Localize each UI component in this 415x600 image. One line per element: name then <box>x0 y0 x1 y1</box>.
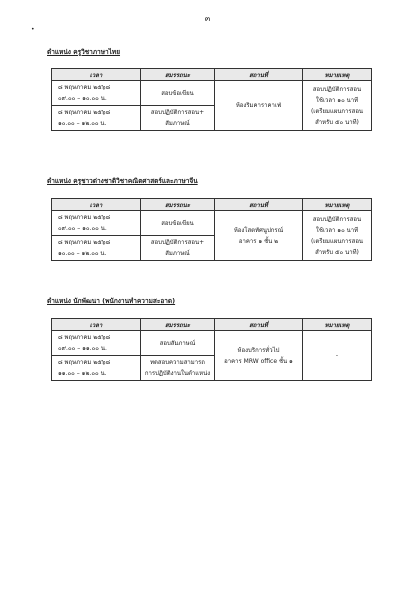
schedule-table <box>51 68 372 131</box>
header-competency: สมรรถนะ <box>141 69 215 81</box>
competency-cell: สอบข้อเขียน <box>141 81 215 106</box>
time-cell <box>52 356 141 381</box>
bullet-mark: • <box>31 26 35 33</box>
exam-date: ๘ พฤษภาคม ๒๕๖๘ <box>58 239 111 246</box>
competency-line: สัมภาษณ์ <box>165 250 190 257</box>
schedule-table <box>51 198 372 261</box>
competency-line: ทดสอบความสามารถ <box>150 359 205 366</box>
competency-line: การปฏิบัติงานในตำแหน่ง <box>144 370 211 377</box>
place-text: อาคาร ๑ ชั้น ๒ <box>238 237 279 245</box>
place-cell <box>215 211 303 261</box>
header-place: สถานที่ <box>215 199 303 211</box>
exam-date: ๘ พฤษภาคม ๒๕๖๘ <box>58 334 111 341</box>
place-cell <box>215 81 303 131</box>
header-competency: สมรรถนะ <box>141 199 215 211</box>
competency-line: สอบปฏิบัติการสอน+ <box>150 239 205 246</box>
competency-cell: สอบสัมภาษณ์ <box>141 331 215 356</box>
section-heading: ตำแหน่ง ครูวิชาภาษาไทย <box>47 48 121 56</box>
time-cell <box>52 106 141 131</box>
exam-time: ๑๐.๐๐ – ๑๒.๐๐ น. <box>58 250 107 257</box>
note-line: ใช้เวลา ๑๐ นาที <box>315 226 359 234</box>
note-cell <box>303 81 372 131</box>
exam-time: ๐๙.๐๐ – ๑๑.๐๐ น. <box>58 345 107 352</box>
table-row <box>52 211 372 236</box>
note-cell <box>303 331 372 381</box>
time-cell <box>52 211 141 236</box>
exam-time: ๑๐.๐๐ – ๑๒.๐๐ น. <box>58 120 107 127</box>
header-note: หมายเหตุ <box>303 69 372 81</box>
place-text: ห้องบริการทั่วไป <box>237 346 280 354</box>
exam-date: ๘ พฤษภาคม ๒๕๖๘ <box>58 214 111 221</box>
note-line: - <box>335 352 339 359</box>
table-row <box>52 331 372 356</box>
place-text: ห้องโสตทัศนูปกรณ์ <box>233 226 284 234</box>
header-time: เวลา <box>52 199 141 211</box>
competency-line: สอบปฏิบัติการสอน+ <box>150 109 205 116</box>
section-heading: ตำแหน่ง นักพัฒนา (พนักงานทำความสะอาด) <box>47 297 176 305</box>
time-cell <box>52 236 141 261</box>
header-place: สถานที่ <box>215 319 303 331</box>
note-line: สำหรับ ๕๐ นาที) <box>315 248 359 256</box>
exam-date: ๘ พฤษภาคม ๒๕๖๘ <box>58 109 111 116</box>
place-cell <box>215 331 303 381</box>
note-line: (เตรียมแผนการสอน <box>310 107 364 115</box>
competency-cell <box>141 356 215 381</box>
exam-time: ๐๙.๐๐ – ๑๐.๐๐ น. <box>58 95 107 102</box>
competency-cell <box>141 106 215 131</box>
note-line: สอบปฏิบัติการสอน <box>312 85 362 93</box>
exam-time: ๑๑.๐๐ – ๑๒.๐๐ น. <box>58 370 107 377</box>
note-cell <box>303 211 372 261</box>
table-row <box>52 81 372 106</box>
competency-line: สัมภาษณ์ <box>165 120 190 127</box>
page-number: ๓ <box>204 14 211 23</box>
note-line: ใช้เวลา ๑๐ นาที <box>315 96 359 104</box>
section-heading: ตำแหน่ง ครูชาวต่างชาติวิชาคณิตศาสตร์และภาษาจีน <box>47 177 198 185</box>
time-cell <box>52 331 141 356</box>
schedule-table <box>51 318 372 381</box>
note-line: สอบปฏิบัติการสอน <box>312 215 362 223</box>
header-place: สถานที่ <box>215 69 303 81</box>
note-line: สำหรับ ๕๐ นาที) <box>315 118 359 126</box>
competency-cell <box>141 236 215 261</box>
exam-date: ๘ พฤษภาคม ๒๕๖๘ <box>58 359 111 366</box>
header-note: หมายเหตุ <box>303 319 372 331</box>
time-cell <box>52 81 141 106</box>
note-line: (เตรียมแผนการสอน <box>310 237 364 245</box>
competency-cell: สอบข้อเขียน <box>141 211 215 236</box>
header-competency: สมรรถนะ <box>141 319 215 331</box>
header-note: หมายเหตุ <box>303 199 372 211</box>
place-text: ห้องริมคาราคาเฟ่ <box>235 102 282 109</box>
place-text: อาคาร MRW office ชั้น ๑ <box>224 357 293 365</box>
header-time: เวลา <box>52 319 141 331</box>
header-time: เวลา <box>52 69 141 81</box>
exam-time: ๐๙.๐๐ – ๑๐.๐๐ น. <box>58 225 107 232</box>
exam-date: ๘ พฤษภาคม ๒๕๖๘ <box>58 84 111 91</box>
